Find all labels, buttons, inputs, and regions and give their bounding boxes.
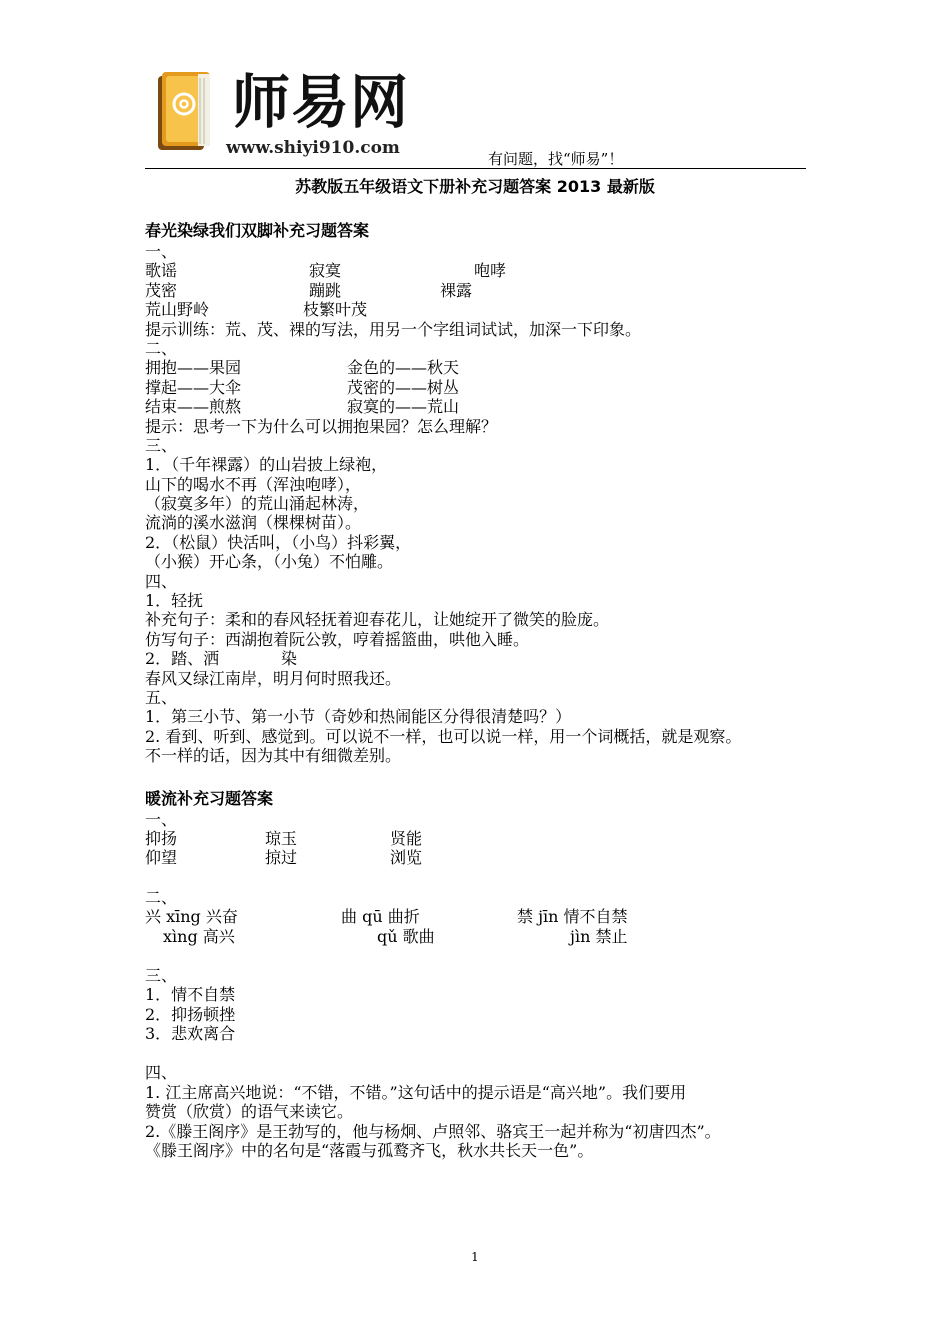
- word: 枝繁叶茂: [303, 300, 368, 320]
- word: 仰望: [145, 848, 178, 868]
- pair: 茂密的——树丛: [347, 377, 460, 397]
- word: 浏览: [390, 848, 423, 868]
- section-heading: 春光染绿我们双脚补充习题答案: [145, 221, 370, 240]
- section-heading: 暖流补充习题答案: [145, 788, 274, 808]
- book-logo-icon: [154, 68, 218, 156]
- word: 寂寞: [309, 261, 342, 281]
- document-title: 苏教版五年级语文下册补充习题答案 2013 最新版: [295, 177, 655, 196]
- answer-item: 2．踏、洒: [145, 649, 220, 669]
- word-row: [145, 261, 825, 280]
- pinyin-item: 曲 qū 曲折: [341, 907, 420, 927]
- word: 茂密: [145, 280, 178, 300]
- part-label: 二、: [145, 887, 178, 907]
- part-label: 三、: [145, 965, 178, 985]
- pair-row: [145, 397, 825, 416]
- pinyin-item: xìng 高兴: [163, 926, 235, 946]
- pair: 拥抱——果园: [145, 358, 242, 378]
- answer-line: 2．抑扬顿挫: [145, 1004, 236, 1024]
- word: 咆哮: [474, 261, 507, 281]
- tip-text: 提示：思考一下为什么可以拥抱果园？怎么理解？: [145, 416, 498, 436]
- answer-line: 1．轻抚: [145, 591, 204, 611]
- part-label: 五、: [145, 687, 178, 707]
- pinyin-item: 兴 xīng 兴奋: [145, 907, 238, 927]
- pair-row: [145, 358, 825, 377]
- pinyin-item: jìn 禁止: [570, 926, 628, 946]
- answer-line: 流淌的溪水滋润（棵棵树苗）。: [145, 513, 362, 533]
- pair: 撑起——大伞: [145, 377, 242, 397]
- word: 掠过: [265, 848, 298, 868]
- answer-line: 山下的喝水不再（浑浊咆哮），: [145, 474, 362, 494]
- answer-line: （寂寞多年）的荒山涌起林涛，: [145, 494, 370, 514]
- answer-line: 2．（松鼠）快活叫，（小鸟）抖彩翼，: [145, 532, 412, 552]
- word: 裸露: [440, 280, 473, 300]
- answer-line: 2.《滕王阁序》是王勃写的，他与杨炯、卢照邻、骆宾王一起并称为“初唐四杰”。: [145, 1121, 721, 1141]
- part-label: 三、: [145, 435, 178, 455]
- answer-line: 2. 看到、听到、感觉到。可以说不一样，也可以说一样，用一个词概括，就是观察。: [145, 726, 742, 746]
- pair-row: [145, 378, 825, 397]
- pair: 结束——煎熬: [145, 397, 242, 417]
- answer-line: （小猴）开心条，（小兔）不怕雕。: [145, 552, 394, 572]
- part-label: 一、: [145, 242, 178, 261]
- pair: 金色的——秋天: [347, 358, 460, 378]
- word: 蹦跳: [309, 280, 342, 300]
- word: 荒山野岭: [145, 300, 210, 320]
- word: 抑扬: [145, 828, 178, 848]
- word-row: [145, 829, 825, 848]
- answer-line: 1．（千年裸露）的山岩披上绿袍，: [145, 455, 388, 475]
- pair: 寂寞的——荒山: [347, 397, 460, 417]
- tip-text: 提示训练：荒、茂、裸的写法，用另一个字组词试试，加深一下印象。: [145, 319, 642, 339]
- part-label: 四、: [145, 571, 178, 591]
- logo: [150, 66, 420, 162]
- word: 歌谣: [145, 261, 178, 281]
- brand-name: 师易网: [232, 68, 410, 136]
- part-label: 二、: [145, 338, 178, 358]
- answer-line: 补充句子：柔和的春风轻抚着迎春花儿，让她绽开了微笑的脸庞。: [145, 610, 610, 630]
- pinyin-row: [145, 927, 825, 946]
- answer-line: 春风又绿江南岸，明月何时照我还。: [145, 668, 402, 688]
- answer-line: 3．悲欢离合: [145, 1024, 236, 1044]
- pinyin-row: [145, 907, 825, 926]
- part-label: 一、: [145, 809, 178, 829]
- answer-line: 《滕王阁序》中的名句是“落霞与孤鹜齐飞，秋水共长天一色”。: [145, 1141, 594, 1161]
- word: 贤能: [390, 828, 423, 848]
- word-row: [145, 281, 825, 300]
- answer-row: [145, 649, 825, 668]
- slogan: 有问题，找“师易”！: [488, 150, 624, 168]
- answer-line: 不一样的话，因为其中有细微差别。: [145, 746, 402, 766]
- header-divider: [145, 168, 806, 169]
- pinyin-item: qǔ 歌曲: [377, 926, 435, 946]
- word: 琼玉: [265, 828, 298, 848]
- part-label: 四、: [145, 1063, 178, 1083]
- word-row: [145, 848, 825, 867]
- word-row: [145, 300, 825, 319]
- answer-line: 1．第三小节、第一小节（奇妙和热闹能区分得很清楚吗？）: [145, 707, 572, 727]
- answer-line: 1. 江主席高兴地说：“不错，不错。”这句话中的提示语是“高兴地”。我们要用: [145, 1082, 687, 1102]
- site-url[interactable]: www.shiyi910.com: [226, 138, 400, 158]
- document-body: [145, 218, 825, 1160]
- answer-line: 仿写句子：西湖抱着阮公敦，哼着摇篮曲，哄他入睡。: [145, 629, 530, 649]
- answer-line: 赞赏（欣赏）的语气来读它。: [145, 1102, 354, 1122]
- page-number: 1: [471, 1250, 479, 1264]
- pinyin-item: 禁 jīn 情不自禁: [517, 907, 628, 927]
- answer-line: 1．情不自禁: [145, 985, 236, 1005]
- answer-item: 染: [281, 649, 298, 669]
